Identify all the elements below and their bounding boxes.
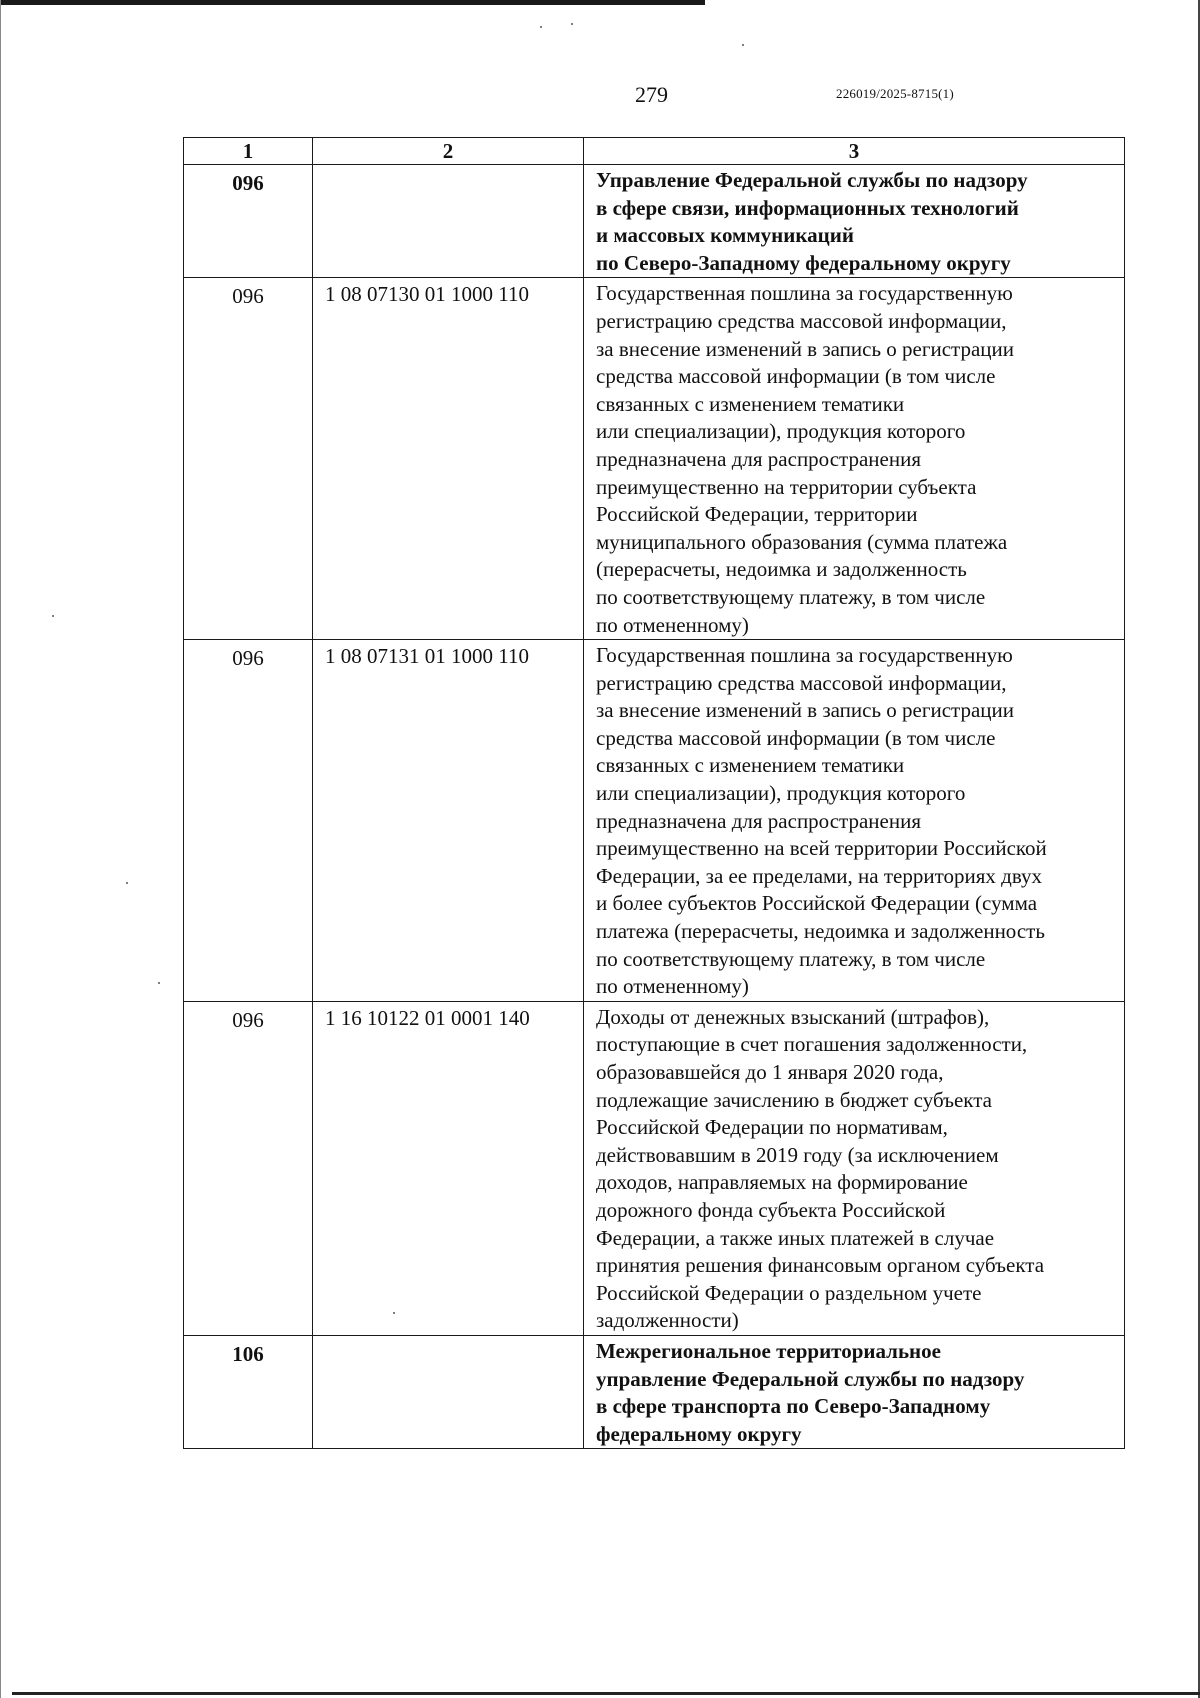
description-line: предназначена для распространения <box>596 808 921 833</box>
description-line: за внесение изменений в запись о регистрации <box>596 698 1015 723</box>
description-line: (перерасчеты, недоимка и задолженность <box>596 557 967 582</box>
description-line: дорожного фонда субъекта Российской <box>596 1197 946 1222</box>
description-line: в сфере транспорта по Северо-Западному <box>596 1394 991 1419</box>
description-line: федеральному округу <box>596 1421 802 1446</box>
description-line: по отмененному) <box>596 974 749 999</box>
description-line: Российской Федерации, территории <box>596 502 918 527</box>
description-cell <box>584 1001 1125 1335</box>
description-line: Управление Федеральной службы по надзору <box>596 168 1028 192</box>
budget-code-table <box>183 137 1123 1449</box>
description-cell <box>584 640 1125 1002</box>
table-row <box>184 1001 1125 1335</box>
description-line: по соответствующему платежу, в том числе <box>596 946 986 971</box>
table-row <box>184 165 1125 278</box>
budget-classification-code-cell <box>313 1335 584 1448</box>
description-line: Российской Федерации о раздельном учете <box>596 1280 982 1305</box>
admin-code-cell: 106 <box>184 1335 313 1448</box>
description-line: связанных с изменением тематики <box>596 391 905 416</box>
admin-code-cell: 096 <box>184 1001 313 1335</box>
description-line: по отмененному) <box>596 612 749 637</box>
description-line: принятия решения финансовым органом субъекта <box>596 1253 1045 1278</box>
scan-speck <box>571 23 573 25</box>
description-line: в сфере связи, информационных технологий <box>596 195 1019 220</box>
description-line: управление Федеральной службы по надзору <box>596 1366 1025 1391</box>
description-line: Российской Федерации по нормативам, <box>596 1115 948 1140</box>
description-line: или специализации), продукция которого <box>596 781 966 806</box>
table-header-row <box>184 138 1125 165</box>
description-line: Межрегиональное территориальное <box>596 1338 941 1363</box>
description-line: по соответствующему платежу, в том числе <box>596 584 986 609</box>
description-line: предназначена для распространения <box>596 446 921 471</box>
scan-speck <box>742 44 744 46</box>
budget-classification-code-cell: 1 08 07130 01 1000 110 <box>313 278 584 640</box>
description-line: преимущественно на всей территории Российской <box>596 836 1047 861</box>
budget-classification-code-cell: 1 16 10122 01 0001 140 <box>313 1001 584 1335</box>
description-line: и более субъектов Российской Федерации (сумма <box>596 891 1038 916</box>
description-line: связанных с изменением тематики <box>596 753 905 778</box>
description-line: за внесение изменений в запись о регистрации <box>596 336 1015 361</box>
description-cell <box>584 278 1125 640</box>
admin-code-cell: 096 <box>184 278 313 640</box>
description-line: средства массовой информации (в том числе <box>596 725 996 750</box>
description-cell <box>584 165 1125 278</box>
scan-edge-top <box>0 0 705 5</box>
description-line: образовавшейся до 1 января 2020 года, <box>596 1060 944 1084</box>
table-row <box>184 278 1125 640</box>
description-line: и массовых коммуникаций <box>596 223 854 248</box>
description-line: платежа (перерасчеты, недоимка и задолженность <box>596 919 1045 944</box>
column-header-2: 2 <box>313 138 584 165</box>
description-line: действовавшим в 2019 году (за исключением <box>596 1142 999 1167</box>
description-cell <box>584 1335 1125 1448</box>
description-line: подлежащие зачислению в бюджет субъекта <box>596 1087 992 1112</box>
description-line: доходов, направляемых на формирование <box>596 1170 968 1195</box>
scan-speck <box>126 882 128 884</box>
description-line: муниципального образования (сумма платежа <box>596 529 1008 554</box>
table-row <box>184 1335 1125 1448</box>
description-line: регистрацию средства массовой информации, <box>596 670 1007 695</box>
document-id: 226019/2025-8715(1) <box>836 86 954 101</box>
column-header-3: 3 <box>584 138 1125 165</box>
description-line: Государственная пошлина за государственную <box>596 643 1013 668</box>
budget-classification-code-cell <box>313 165 584 278</box>
description-line: Федерации, а также иных платежей в случае <box>596 1225 995 1250</box>
page-number: 279 <box>635 82 668 107</box>
table-row <box>184 640 1125 1002</box>
column-header-1: 1 <box>184 138 313 165</box>
table-body <box>184 165 1125 1449</box>
scan-speck <box>540 26 542 28</box>
description-line: Государственная пошлина за государственную <box>596 281 1013 306</box>
description-line: Федерации, за ее пределами, на территориях двух <box>596 863 1043 888</box>
scan-edge-left <box>0 0 1 1698</box>
admin-code-cell: 096 <box>184 640 313 1002</box>
description-line: или специализации), продукция которого <box>596 419 966 444</box>
description-line: средства массовой информации (в том числе <box>596 364 996 389</box>
admin-code-cell: 096 <box>184 165 313 278</box>
description-line: преимущественно на территории субъекта <box>596 474 977 499</box>
description-line: Доходы от денежных взысканий (штрафов), <box>596 1004 990 1029</box>
description-line: поступающие в счет погашения задолженности, <box>596 1032 1028 1057</box>
budget-classification-code-cell: 1 08 07131 01 1000 110 <box>313 640 584 1002</box>
description-line: задолженности) <box>596 1308 739 1333</box>
scan-speck <box>52 615 54 617</box>
scan-speck <box>158 982 160 984</box>
description-line: по Северо-Западному федеральному округу <box>596 250 1011 275</box>
scan-edge-bottom <box>12 1692 1200 1695</box>
description-line: регистрацию средства массовой информации, <box>596 308 1007 333</box>
